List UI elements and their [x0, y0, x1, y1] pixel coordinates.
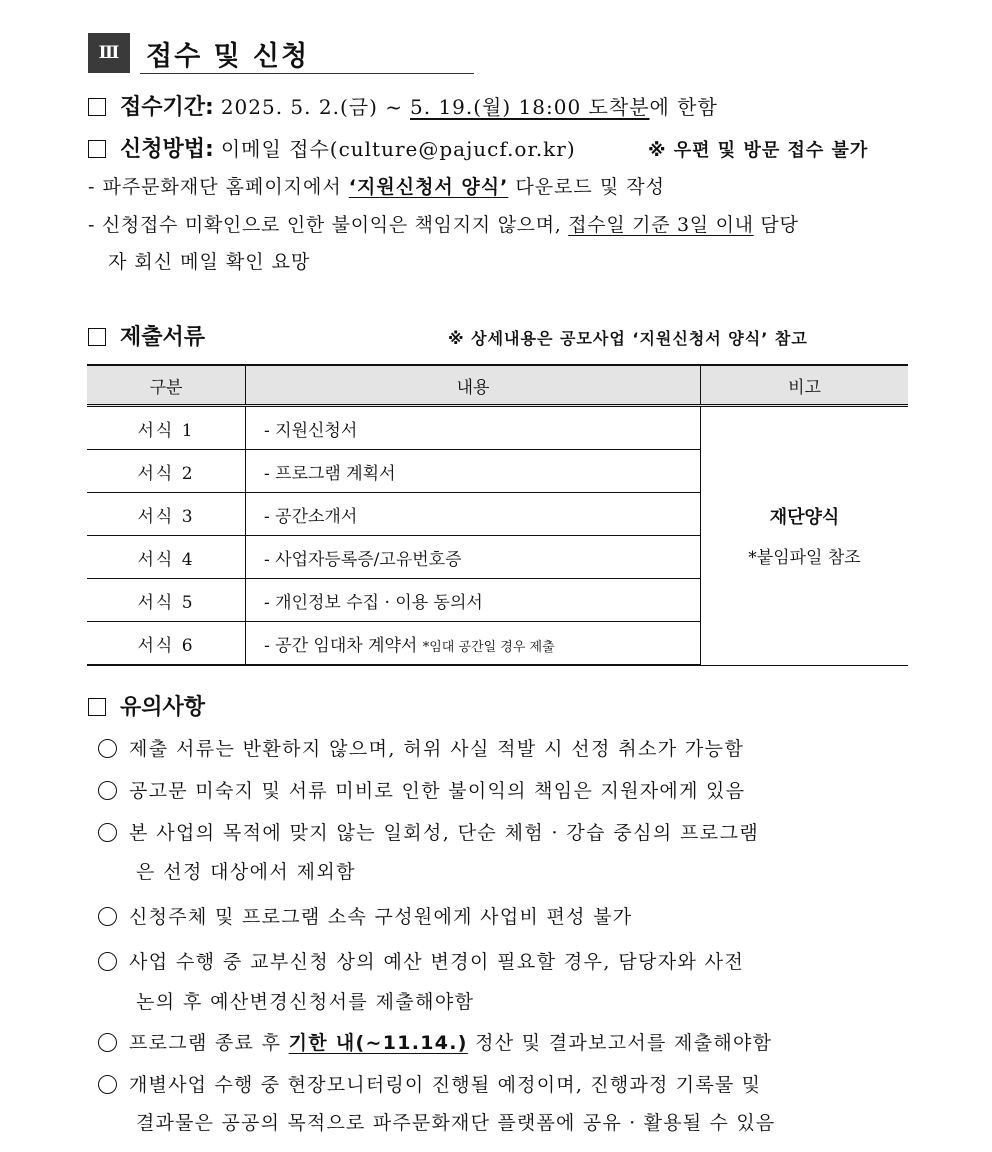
header-content: 내용 [246, 365, 701, 406]
note-item [98, 902, 632, 929]
circle-bullet-icon [98, 781, 117, 800]
note-text: 신청주체 및 프로그램 소속 구성원에게 사업비 편성 불가 [129, 906, 633, 928]
method-bullet-1 [88, 172, 665, 199]
settlement-deadline: 기한 내(~11.14.) [288, 1032, 468, 1054]
bullet-text: 담당 [753, 214, 799, 236]
method-row [88, 132, 576, 163]
content-text: - 개인정보 수집 · 이용 동의서 [264, 592, 483, 613]
note-text: 사업 수행 중 교부신청 상의 예산 변경이 필요할 경우, 담당자와 사전 [129, 951, 745, 973]
reply-deadline: 접수일 기준 3일 이내 [568, 214, 754, 236]
note-item [98, 734, 744, 761]
note-item [98, 776, 745, 803]
documents-table [87, 364, 908, 666]
form-content [246, 406, 701, 450]
circle-bullet-icon [98, 1075, 117, 1094]
remark-title: 재단양식 [769, 507, 840, 529]
form-content [246, 493, 701, 536]
circle-bullet-icon [98, 952, 117, 971]
checkbox-icon [88, 140, 106, 158]
content-text: - 프로그램 계획서 [264, 463, 396, 484]
note-text-cont: 논의 후 예산변경신청서를 제출해야함 [136, 991, 475, 1013]
method-label: 신청방법: [120, 137, 214, 162]
header-category: 구분 [87, 365, 246, 406]
checkbox-icon [88, 328, 106, 346]
form-number: 서식 2 [87, 450, 246, 493]
note-text: 본 사업의 목적에 맞지 않는 일회성, 단순 체험 · 강습 중심의 프로그램 [129, 822, 760, 844]
content-extra: *임대 공간일 경우 제출 [422, 639, 555, 655]
remark-cell [701, 406, 909, 666]
form-content [246, 450, 701, 493]
content-text: - 지원신청서 [264, 420, 358, 441]
content-text: - 공간소개서 [264, 506, 358, 527]
circle-bullet-icon [98, 907, 117, 926]
method-note: ※ 우편 및 방문 접수 불가 [648, 140, 869, 161]
section-title: 접수 및 신청 [146, 41, 310, 72]
form-number: 서식 3 [87, 493, 246, 536]
note-text: 프로그램 종료 후 [129, 1032, 289, 1054]
period-start: 2025. 5. 2.(금) ~ [220, 95, 403, 119]
remark-sub: *붙임파일 참조 [748, 548, 861, 569]
period-deadline: 5. 19.(월) 18:00 도착분 [410, 95, 650, 119]
method-bullet-2-cont: 자 회신 메일 확인 요망 [108, 251, 311, 273]
circle-bullet-icon [98, 1033, 117, 1052]
note-text: 정산 및 결과보고서를 제출해야함 [467, 1032, 773, 1054]
table-row [87, 406, 908, 450]
header-remark: 비고 [701, 365, 909, 406]
note-item [98, 947, 744, 974]
note-item [98, 818, 759, 845]
note-item [98, 1070, 761, 1097]
checkbox-icon [88, 698, 106, 716]
circle-bullet-icon [98, 823, 117, 842]
docs-label: 제출서류 [120, 325, 206, 350]
content-text: - 공간 임대차 계약서 [264, 635, 423, 656]
form-number: 서식 6 [87, 622, 246, 666]
period-row [88, 90, 718, 121]
method-value: 이메일 접수(culture@pajucf.or.kr) [220, 137, 576, 161]
docs-note: ※ 상세내용은 공모사업 ‘지원신청서 양식’ 참고 [448, 329, 808, 348]
method-bullet-2 [88, 210, 799, 237]
bullet-text: - 파주문화재단 홈페이지에서 [88, 176, 349, 198]
content-text: - 사업자등록증/고유번호증 [264, 549, 462, 570]
note-text: 공고문 미숙지 및 서류 미비로 인한 불이익의 책임은 지원자에게 있음 [129, 780, 746, 802]
checkbox-icon [88, 98, 106, 116]
note-item [98, 1028, 772, 1055]
docs-heading [88, 320, 205, 351]
note-text: 개별사업 수행 중 현장모니터링이 진행될 예정이며, 진행과정 기록물 및 [129, 1074, 762, 1096]
note-text-cont: 결과물은 공공의 목적으로 파주문화재단 플랫폼에 공유 · 활용될 수 있음 [136, 1112, 776, 1134]
notes-heading [88, 690, 205, 721]
period-suffix: 에 한함 [649, 95, 718, 119]
bullet-text: 다운로드 및 작성 [508, 176, 665, 198]
form-content [246, 579, 701, 622]
circle-bullet-icon [98, 739, 117, 758]
form-number: 서식 1 [87, 406, 246, 450]
section-title-underline [140, 73, 474, 74]
form-content [246, 536, 701, 579]
form-number: 서식 4 [87, 536, 246, 579]
period-label: 접수기간: [120, 95, 214, 120]
bullet-text: - 신청접수 미확인으로 인한 불이익은 책임지지 않으며, [88, 214, 569, 236]
notes-label: 유의사항 [120, 695, 206, 720]
form-name-emphasis: ‘지원신청서 양식’ [348, 176, 509, 198]
form-content [246, 622, 701, 666]
note-text-cont: 은 선정 대상에서 제외함 [136, 861, 356, 883]
section-number-badge: Ⅲ [88, 33, 130, 73]
note-text: 제출 서류는 반환하지 않으며, 허위 사실 적발 시 선정 취소가 가능함 [129, 738, 745, 760]
form-number: 서식 5 [87, 579, 246, 622]
table-header-row [87, 365, 908, 406]
